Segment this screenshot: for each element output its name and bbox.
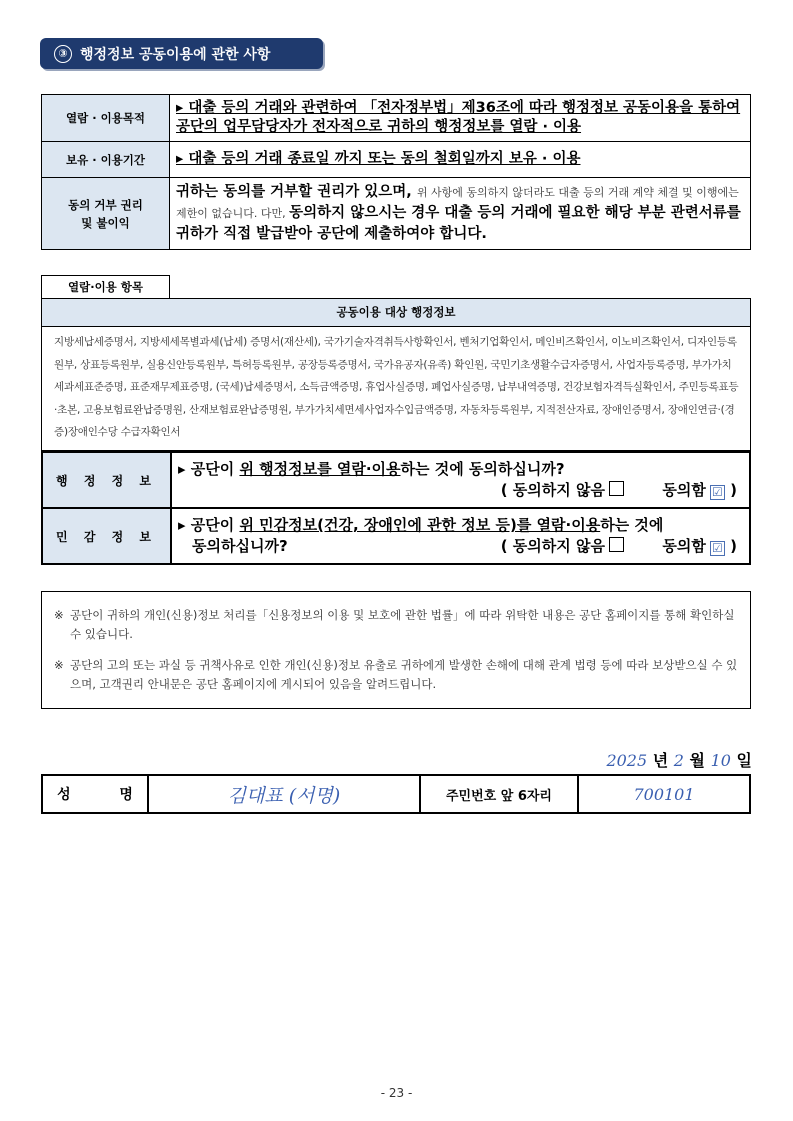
page-number: - 23 -: [380, 1086, 413, 1100]
date-day: 10: [710, 751, 731, 770]
refusal-label: [42, 178, 170, 250]
period-label: 보유 · 이용기간: [42, 142, 170, 178]
section-title: 행정정보 공동이용에 관한 사항: [80, 46, 271, 63]
period-text: ▸ 대출 등의 거래 종료일 까지 또는 동의 철회일까지 보유 · 이용: [170, 142, 751, 178]
consent-sensitive-close: ): [730, 537, 737, 555]
date-month-unit: 월: [689, 751, 706, 770]
note-text: 공단이 귀하의 개인(신용)정보 처리를「신용정보의 이용 및 보호에 관한 법률」에 따라 위탁한 내용은 공단 홈페이지를 통해 확인하실 수 있습니다.: [70, 608, 735, 641]
items-tag: 열람·이용 항목: [41, 275, 170, 298]
refusal-bold-2: 동의하지 않으시는 경우 대출 등의 거래에 필요한 해당 부분 관련서류를 귀하가 직접 발급받아 공단에 제출하여야 합니다.: [176, 205, 741, 242]
items-header: 공동이용 대상 행정정보: [42, 299, 750, 327]
date-year: 2025: [606, 751, 648, 770]
consent-sensitive-pre: ▸ 공단이: [178, 516, 240, 534]
consent-label-admin: 행 정 정 보: [42, 452, 171, 508]
section-header: [40, 38, 323, 69]
date-day-unit: 일: [736, 751, 752, 770]
consent-sensitive-underlined: 위 민감정보(건강, 장애인에 관한 정보 등)를 열람·이용: [239, 516, 601, 534]
disagree-checkbox-admin[interactable]: [609, 481, 624, 496]
date-month: 2: [673, 751, 684, 770]
refusal-bold-1: 귀하는 동의를 거부할 권리가 있으며,: [176, 184, 417, 200]
id-label: 주민번호 앞 6자리: [420, 775, 578, 813]
section-number: ③: [54, 45, 72, 63]
id-field[interactable]: 700101: [578, 775, 750, 813]
note-mark: ※: [54, 608, 64, 622]
refusal-label-line2: 및 불이익: [81, 215, 130, 230]
purpose-table: [41, 94, 751, 250]
disagree-checkbox-sensitive[interactable]: [609, 537, 624, 552]
items-body: 지방세납세증명서, 지방세세목별과세(납세) 증명서(재산세), 국가기술자격취득사항확인서, 벤처기업확인서, 메인비즈확인서, 이노비즈확인서, 디자인등록원부, 상표등록원부, 실용신안등록원부, 특허등록원부, 공장등록증명서, 국가유공자(유족) 확인원, 국민기초생활수급자증명서, 사업자등록증명, 부가가치세과세표준증명, 표준재무제표증명, (국세)납세증명서, 소득금액증명, 휴업사실증명, 폐업사실증명, 납부내역증명, 건강보험자격득실확인서, 주민등록표등·초본, 고용보험료완납증명원, 산재보험료완납증명원, 부가가치세면세사업자수입금액증명, 자동차등록원부, 지적전산자료, 장애인증명서, 장애인연금·(경증)장애인수당 수급자확인서: [54, 336, 739, 438]
refusal-text: [170, 178, 751, 250]
refusal-label-line1: 동의 거부 권리: [68, 197, 143, 212]
consent-sensitive-line2: 동의하십니까?: [192, 537, 288, 555]
refusal-normal: 위 사항에 동의하지 않더라도 대출 등의 거래 계약 체결 및 이행에는 제한이 없습니다. 다만,: [176, 186, 739, 220]
items-box: [41, 298, 751, 451]
name-label: 성 명: [42, 775, 148, 813]
consent-admin: [171, 452, 750, 508]
purpose-text: ▸ 대출 등의 거래와 관련하여 「전자정부법」제36조에 따라 행정정보 공동이용을 통하여 공단의 업무담당자가 전자적으로 귀하의 행정정보를 열람 · 이용: [170, 95, 751, 142]
signature-date: [606, 748, 752, 771]
notes-box: [41, 591, 751, 709]
name-field[interactable]: 김대표 (서명): [148, 775, 420, 813]
agree-checkbox-admin[interactable]: ☑: [710, 485, 725, 500]
consent-sensitive-disagree-label: ( 동의하지 않음: [500, 537, 605, 555]
consent-sensitive-post: 하는 것에: [600, 516, 664, 534]
consent-sensitive: [171, 508, 750, 564]
signature-table: [41, 774, 751, 814]
agree-checkbox-sensitive[interactable]: ☑: [710, 541, 725, 556]
consent-admin-agree-label: 동의함: [662, 481, 706, 499]
consent-table: [41, 451, 751, 565]
consent-admin-pre: ▸ 공단이: [178, 460, 240, 478]
consent-sensitive-agree-label: 동의함: [662, 537, 706, 555]
consent-admin-close: ): [730, 481, 737, 499]
consent-admin-post: 하는 것에 동의하십니까?: [400, 460, 565, 478]
purpose-label: 열람 · 이용목적: [42, 95, 170, 142]
consent-admin-underlined: 위 행정정보를 열람·이용: [239, 460, 401, 478]
consent-admin-disagree-label: ( 동의하지 않음: [500, 481, 605, 499]
date-year-unit: 년: [652, 751, 669, 770]
note-mark: ※: [54, 658, 64, 672]
consent-label-sensitive: 민 감 정 보: [42, 508, 171, 564]
note-text: 공단의 고의 또는 과실 등 귀책사유로 인한 개인(신용)정보 유출로 귀하에게 발생한 손해에 대해 관계 법령 등에 따라 보상받으실 수 있으며, 고객권리 안내문은 공단 홈페이지에 게시되어 있음을 알려드립니다.: [70, 658, 738, 691]
note-item: [54, 606, 738, 644]
note-item: [54, 656, 738, 694]
